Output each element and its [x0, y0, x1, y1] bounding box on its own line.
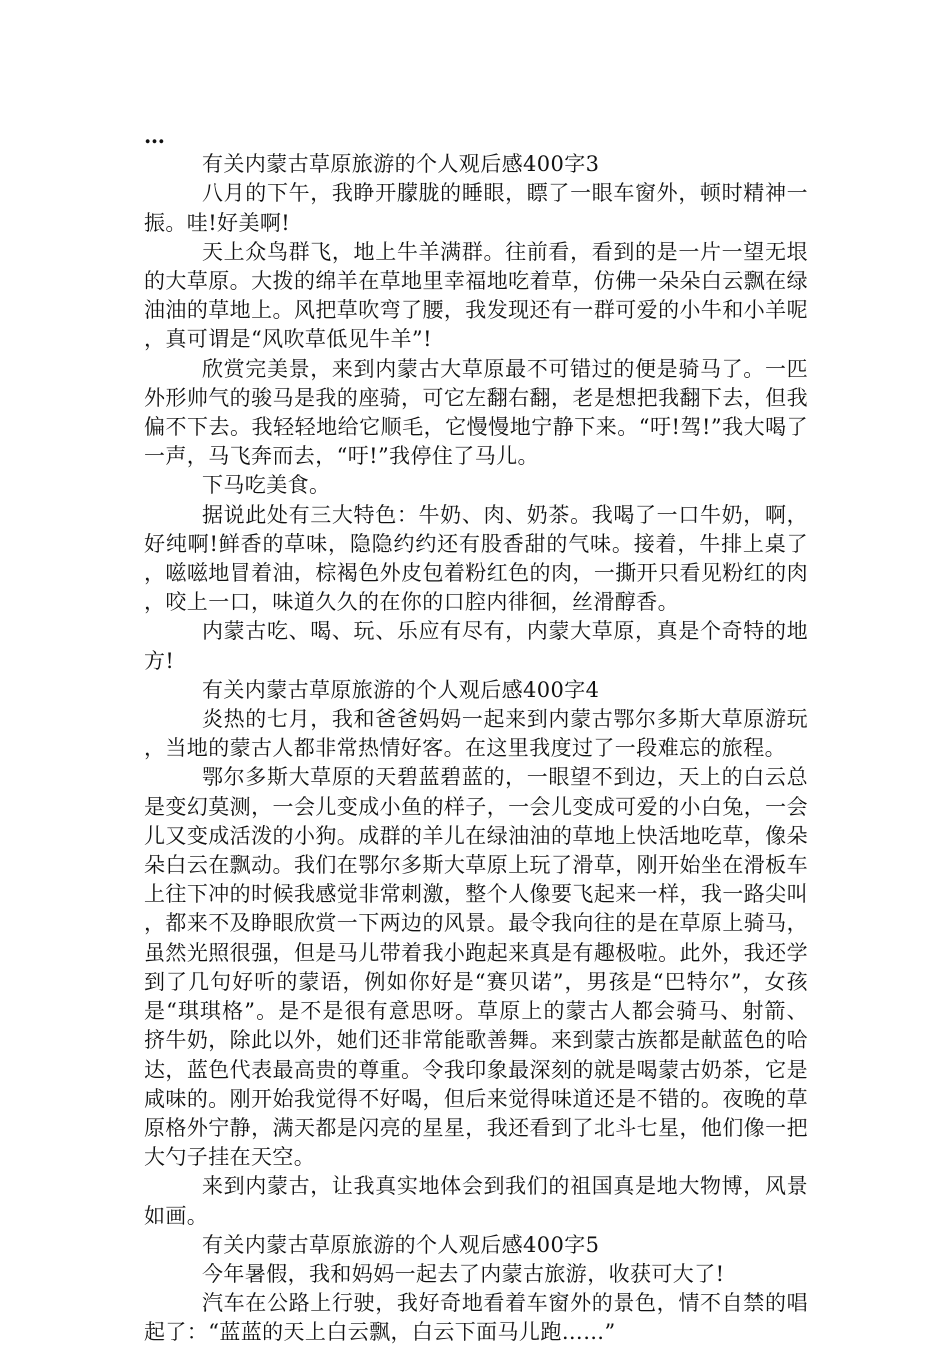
document-body	[144, 121, 808, 1348]
paragraph: 炎热的七月，我和爸爸妈妈一起来到内蒙古鄂尔多斯大草原游玩，当地的蒙古人都非常热情好客。在这里我度过了一段难忘的旅程。	[144, 707, 808, 761]
paragraph: 内蒙古吃、喝、玩、乐应有尽有，内蒙大草原，真是个奇特的地方!	[144, 619, 808, 673]
paragraph: 今年暑假，我和妈妈一起去了内蒙古旅游，收获可大了!	[202, 1261, 725, 1286]
paragraph: 欣赏完美景，来到内蒙古大草原最不可错过的便是骑马了。一匹外形帅气的骏马是我的座骑，可它左翻右翻，老是想把我翻下去，但我偏不下去。我轻轻地给它顺毛，它慢慢地宁静下来。“吁!驾!”我大喝了一声，马飞奔而去，“吁!”我停住了马儿。	[144, 356, 808, 469]
paragraph: 八月的下午，我睁开朦胧的睡眼，瞟了一眼车窗外，顿时精神一振。哇!好美啊!	[144, 181, 808, 235]
paragraph: 据说此处有三大特色：牛奶、肉、奶茶。我喝了一口牛奶，啊，好纯啊!鲜香的草味，隐隐约约还有股香甜的气味。接着，牛排上桌了，嗞嗞地冒着油，棕褐色外皮包着粉红色的肉，一撕开只看见粉红的肉，咬上一口，味道久久的在你的口腔内徘徊，丝滑醇香。	[144, 502, 808, 615]
paragraph: 下马吃美食。	[202, 473, 331, 498]
paragraph: 鄂尔多斯大草原的天碧蓝碧蓝的，一眼望不到边，天上的白云总是变幻莫测，一会儿变成小鱼的样子，一会儿变成可爱的小白兔，一会儿又变成活泼的小狗。成群的羊儿在绿油油的草地上快活地吃草，像朵朵白云在飘动。我们在鄂尔多斯大草原上玩了滑草，刚开始坐在滑板车上往下冲的时候我感觉非常刺激，整个人像要飞起来一样，我一路尖叫，都来不及睁眼欣赏一下两边的风景。最令我向往的是在草原上骑马，虽然光照很强，但是马儿带着我小跑起来真是有趣极啦。此外，我还学到了几句好听的蒙语，例如你好是“赛贝诺”，男孩是“巴特尔”，女孩是“琪琪格”。是不是很有意思呀。草原上的蒙古人都会骑马、射箭、挤牛奶，除此以外，她们还非常能歌善舞。来到蒙古族都是献蓝色的哈达，蓝色代表最高贵的尊重。令我印象最深刻的就是喝蒙古奶茶，它是咸味的。刚开始我觉得不好喝，但后来觉得味道还是不错的。夜晚的草原格外宁静，满天都是闪亮的星星，我还看到了北斗七星，他们像一把大勺子挂在天空。	[144, 765, 808, 1170]
section-heading: 有关内蒙古草原旅游的个人观后感400字3	[202, 152, 600, 177]
paragraph: 来到内蒙古，让我真实地体会到我们的祖国真是地大物博，风景如画。	[144, 1174, 808, 1228]
section-heading: 有关内蒙古草原旅游的个人观后感400字4	[202, 677, 600, 702]
section-heading: 有关内蒙古草原旅游的个人观后感400字5	[202, 1232, 600, 1257]
paragraph: 汽车在公路上行驶，我好奇地看着车窗外的景色，情不自禁的唱起了：“蓝蓝的天上白云飘，白云下面马儿跑……”	[144, 1291, 808, 1345]
continuation-ellipsis: …	[144, 123, 166, 148]
paragraph: 天上众鸟群飞，地上牛羊满群。往前看，看到的是一片一望无垠的大草原。大拨的绵羊在草地里幸福地吃着草，仿佛一朵朵白云飘在绿油油的草地上。风把草吹弯了腰，我发现还有一群可爱的小牛和小羊呢，真可谓是“风吹草低见牛羊”!	[144, 239, 808, 352]
